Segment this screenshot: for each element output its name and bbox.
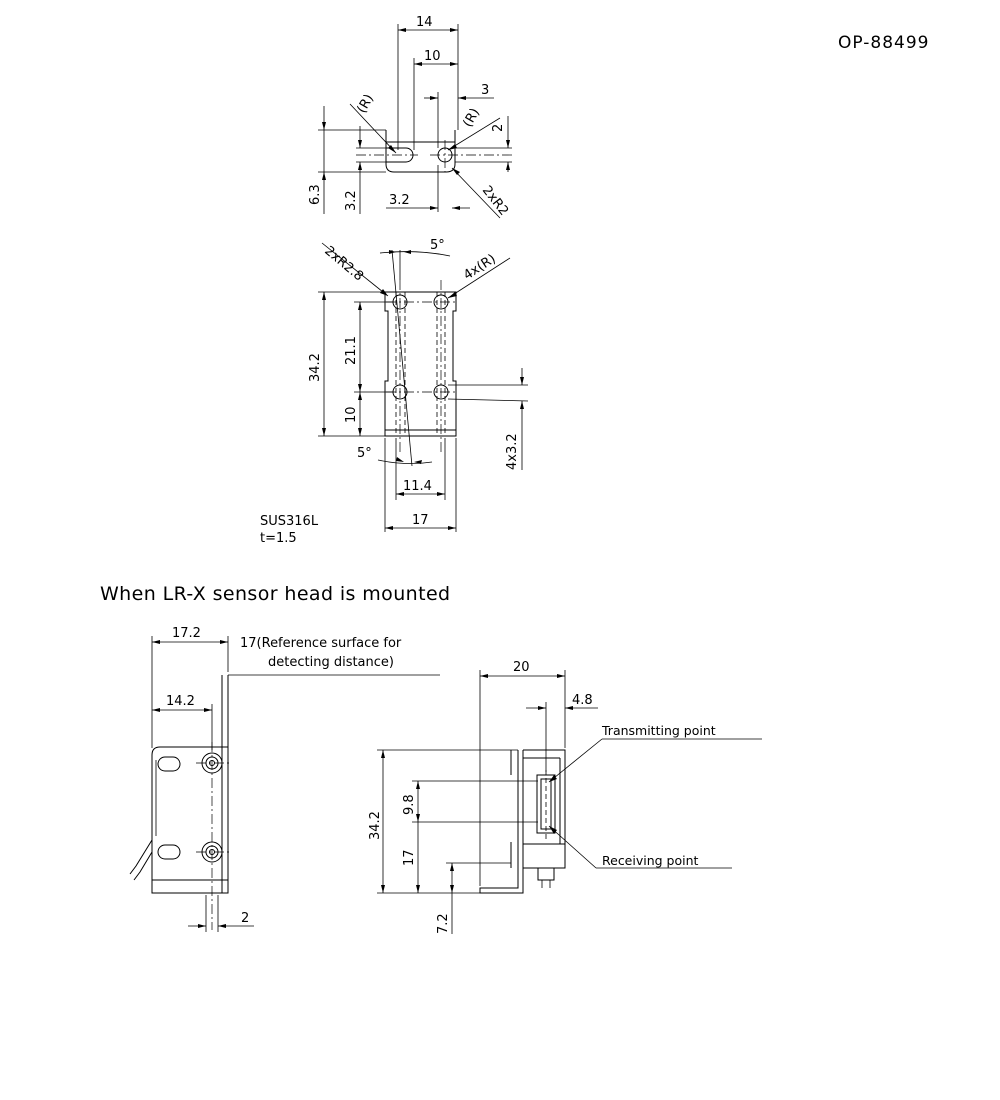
radius-right-label: (R) <box>460 105 484 130</box>
dim-7-2: 7.2 <box>436 913 451 934</box>
dim-17-side: 17 <box>402 849 417 866</box>
angle-bottom-label: 5° <box>357 446 372 461</box>
dim-9-8: 9.8 <box>402 794 417 815</box>
transmitting-point-label: Transmitting point <box>602 723 716 738</box>
angle-top-label: 5° <box>430 238 445 253</box>
material-grade: SUS316L <box>260 514 319 529</box>
dim-3-2-horizontal: 3.2 <box>389 193 410 208</box>
dim-4-8: 4.8 <box>572 693 593 708</box>
drawing-number: OP-88499 <box>838 33 930 53</box>
dim-2-top: 2 <box>491 123 506 132</box>
section-title: When LR-X sensor head is mounted <box>100 583 451 605</box>
reference-surface-line2: detecting distance) <box>268 655 394 670</box>
dim-3-2-vertical: 3.2 <box>344 190 359 211</box>
dim-34-2-side: 34.2 <box>368 811 383 840</box>
mounted-side-view <box>368 660 762 934</box>
radius-left-label: (R) <box>354 91 378 116</box>
dim-21-1: 21.1 <box>344 336 359 365</box>
dim-14-2: 14.2 <box>166 694 195 709</box>
dim-34-2-front: 34.2 <box>308 353 323 382</box>
side-bracket <box>480 750 523 893</box>
reference-surface-line1: 17(Reference surface for <box>240 636 402 651</box>
material-thickness: t=1.5 <box>260 531 297 546</box>
radius-4x-label: 4x(R) <box>461 251 499 284</box>
dim-4x3-2: 4x3.2 <box>505 433 520 470</box>
radius-2xr2-8-label: 2xR2.8 <box>321 243 367 285</box>
slot-top <box>158 757 180 771</box>
dim-10-front: 10 <box>344 406 359 423</box>
top-view <box>308 15 515 219</box>
dim-11-4: 11.4 <box>403 479 432 494</box>
dim-6-3: 6.3 <box>308 184 323 205</box>
dim-17-front: 17 <box>412 513 429 528</box>
dim-20: 20 <box>513 660 530 675</box>
slot-bottom <box>158 845 180 859</box>
front-view <box>308 238 528 532</box>
receiving-point-label: Receiving point <box>602 853 699 868</box>
mounted-left-view <box>130 626 440 932</box>
dim-10: 10 <box>424 49 441 64</box>
sensor-head-side <box>523 750 565 868</box>
dim-2-mounted: 2 <box>241 911 250 926</box>
radius-2xr2-label: 2xR2 <box>478 183 512 219</box>
dim-3: 3 <box>481 83 490 98</box>
dim-17-2: 17.2 <box>172 626 201 641</box>
dim-14: 14 <box>416 15 433 30</box>
sensor-body-left <box>152 747 228 893</box>
